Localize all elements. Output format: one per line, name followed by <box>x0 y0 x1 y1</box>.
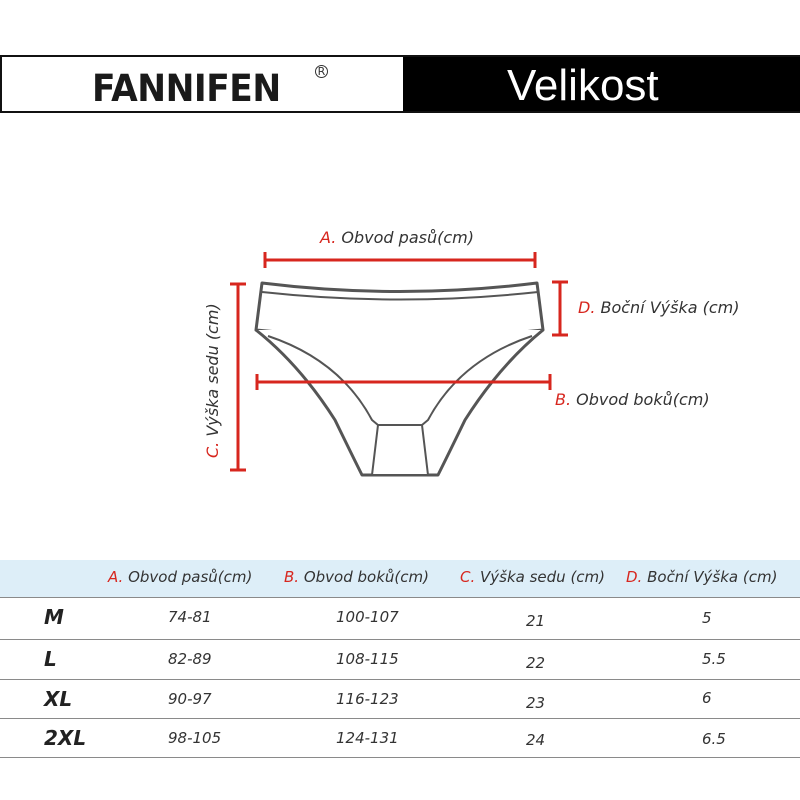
waist-label-text: Obvod pasů(cm) <box>336 228 474 247</box>
header-side <box>626 568 777 586</box>
hips-cell: 108-115 <box>336 650 399 668</box>
table-row <box>0 679 800 718</box>
waist-cell: 98-105 <box>168 729 222 747</box>
header-waist <box>108 568 252 586</box>
page-title: Velikost <box>507 61 659 110</box>
table-row <box>0 718 800 758</box>
registered-mark-icon: R <box>315 65 328 78</box>
table-row <box>0 639 800 678</box>
size-cell: L <box>44 647 57 671</box>
rise-cell: 22 <box>526 654 546 672</box>
hip-label <box>555 390 710 409</box>
header-side-text: Boční Výška (cm) <box>642 568 778 586</box>
header-rise-text: Výška sedu (cm) <box>475 568 606 586</box>
rise-measure-line <box>230 284 246 470</box>
hips-cell: 124-131 <box>336 729 399 747</box>
waist-measure-line <box>265 252 535 268</box>
table-row <box>0 597 800 636</box>
hip-label-text: Obvod boků(cm) <box>571 390 710 409</box>
waist-label-letter: A. <box>320 228 337 247</box>
rise-cell: 23 <box>526 694 546 712</box>
waist-cell: 82-89 <box>168 650 212 668</box>
side-cell: 6 <box>702 689 712 707</box>
header-hips-text: Obvod boků(cm) <box>299 568 429 586</box>
side-cell: 5.5 <box>702 650 726 668</box>
waist-label <box>320 228 474 247</box>
side-height-label-letter: D. <box>578 298 596 317</box>
side-height-label <box>578 298 740 317</box>
side-height-measure-line <box>552 282 568 335</box>
side-cell: 6.5 <box>702 730 726 748</box>
hips-cell: 116-123 <box>336 690 399 708</box>
size-cell: 2XL <box>44 726 87 750</box>
rise-label <box>203 303 222 458</box>
header-waist-letter: A. <box>108 568 124 586</box>
header-hips-letter: B. <box>284 568 300 586</box>
side-cell: 5 <box>702 609 712 627</box>
header-waist-text: Obvod pasů(cm) <box>123 568 253 586</box>
rise-cell: 21 <box>526 612 546 630</box>
hip-label-letter: B. <box>555 390 572 409</box>
side-height-label-text: Boční Výška (cm) <box>595 298 740 317</box>
header-hips <box>284 568 429 586</box>
hips-cell: 100-107 <box>336 608 399 626</box>
header-rise <box>460 568 605 586</box>
waist-cell: 90-97 <box>168 690 212 708</box>
briefs-outline <box>256 283 543 475</box>
rise-cell: 24 <box>526 731 546 749</box>
header-side-letter: D. <box>626 568 643 586</box>
size-cell: XL <box>44 687 73 711</box>
waist-cell: 74-81 <box>168 608 212 626</box>
header-rise-letter: C. <box>460 568 476 586</box>
size-cell: M <box>44 605 64 629</box>
table-header <box>0 560 800 597</box>
rise-label-text: Výška sedu (cm) <box>203 303 222 442</box>
rise-label-letter: C. <box>203 441 222 458</box>
brand-logo: FANNIFEN <box>92 67 281 110</box>
